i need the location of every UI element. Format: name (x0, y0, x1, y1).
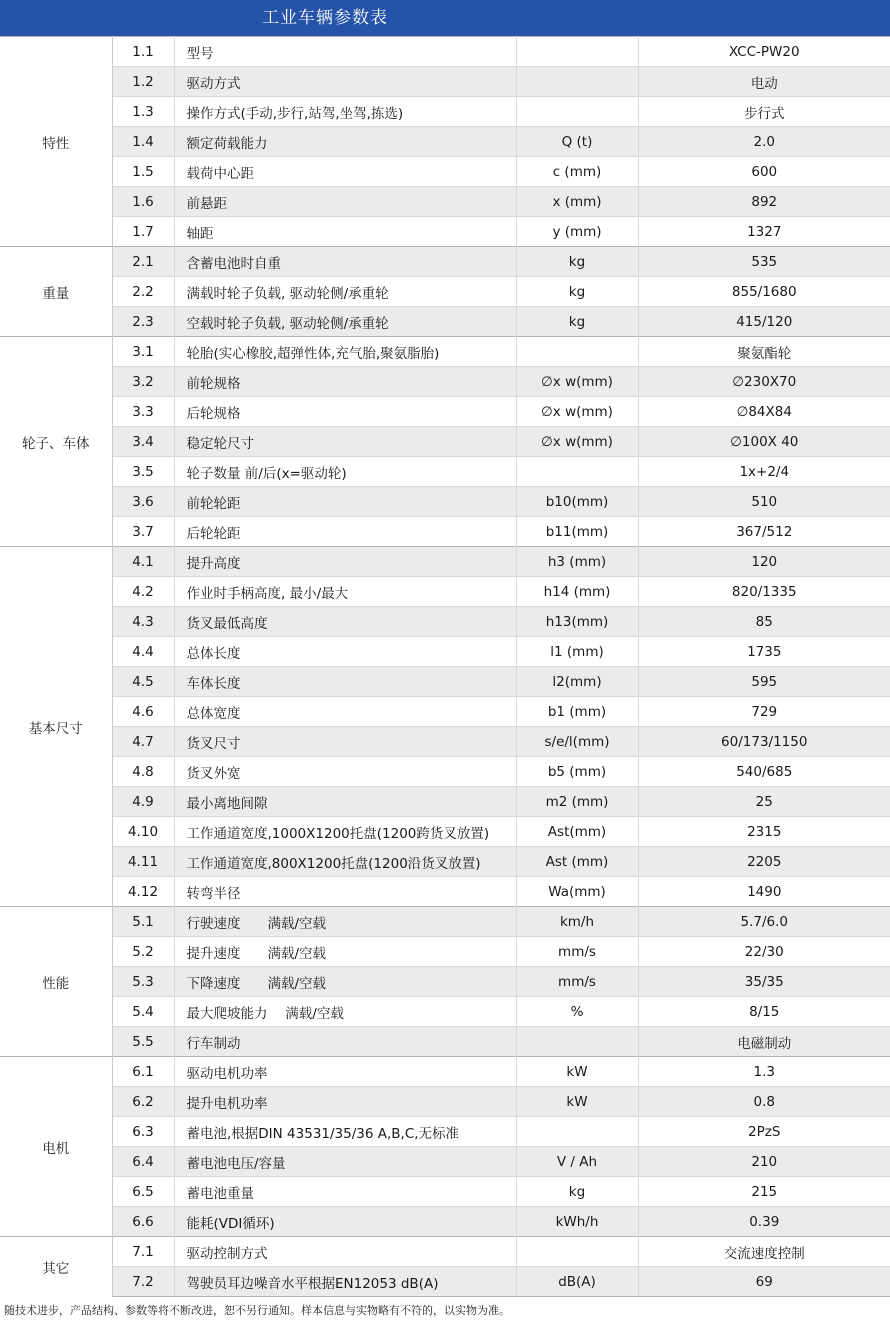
item-description: 额定荷载能力 (174, 127, 516, 157)
item-number: 6.4 (112, 1147, 174, 1177)
table-row (0, 1087, 890, 1117)
item-description: 轮胎(实心橡胶,超弹性体,充气胎,聚氨脂胎) (174, 337, 516, 367)
table-row (0, 817, 890, 847)
table-row (0, 97, 890, 127)
table-row (0, 757, 890, 787)
item-unit: kW (516, 1087, 638, 1117)
item-value: 电磁制动 (638, 1027, 890, 1057)
item-number: 5.2 (112, 937, 174, 967)
item-unit: % (516, 997, 638, 1027)
item-number: 1.7 (112, 217, 174, 247)
table-row (0, 307, 890, 337)
table-row (0, 1207, 890, 1237)
item-unit: l1 (mm) (516, 637, 638, 667)
table-row (0, 787, 890, 817)
item-description: 最小离地间隙 (174, 787, 516, 817)
item-value: 1490 (638, 877, 890, 907)
item-description: 轮子数量 前/后(x=驱动轮) (174, 457, 516, 487)
group-label: 其它 (0, 1237, 112, 1297)
item-description: 提升高度 (174, 547, 516, 577)
item-unit (516, 337, 638, 367)
item-unit: ∅x w(mm) (516, 367, 638, 397)
item-description: 转弯半径 (174, 877, 516, 907)
table-row (0, 1027, 890, 1057)
table-row (0, 997, 890, 1027)
item-unit: h13(mm) (516, 607, 638, 637)
item-value: 855/1680 (638, 277, 890, 307)
item-unit (516, 97, 638, 127)
item-number: 3.6 (112, 487, 174, 517)
item-number: 6.1 (112, 1057, 174, 1087)
item-description: 满载时轮子负载, 驱动轮侧/承重轮 (174, 277, 516, 307)
item-description: 行车制动 (174, 1027, 516, 1057)
item-value: 聚氨酯轮 (638, 337, 890, 367)
item-description: 工作通道宽度,1000X1200托盘(1200跨货叉放置) (174, 817, 516, 847)
item-unit: s/e/l(mm) (516, 727, 638, 757)
item-unit: km/h (516, 907, 638, 937)
item-number: 4.4 (112, 637, 174, 667)
table-row (0, 157, 890, 187)
item-description: 总体宽度 (174, 697, 516, 727)
item-value: 35/35 (638, 967, 890, 997)
item-value: 2205 (638, 847, 890, 877)
item-value: 510 (638, 487, 890, 517)
item-unit: Q (t) (516, 127, 638, 157)
item-number: 4.3 (112, 607, 174, 637)
item-unit: x (mm) (516, 187, 638, 217)
item-unit (516, 1117, 638, 1147)
table-row (0, 607, 890, 637)
item-description: 下降速度 满载/空载 (174, 967, 516, 997)
item-unit: Ast (mm) (516, 847, 638, 877)
item-number: 4.5 (112, 667, 174, 697)
item-number: 1.2 (112, 67, 174, 97)
item-unit: mm/s (516, 937, 638, 967)
item-number: 3.3 (112, 397, 174, 427)
item-value: 535 (638, 247, 890, 277)
item-number: 2.1 (112, 247, 174, 277)
item-value: 215 (638, 1177, 890, 1207)
item-number: 4.10 (112, 817, 174, 847)
item-value: 2PzS (638, 1117, 890, 1147)
item-description: 前轮轮距 (174, 487, 516, 517)
table-row (0, 667, 890, 697)
table-row (0, 367, 890, 397)
item-number: 2.2 (112, 277, 174, 307)
table-row (0, 37, 890, 67)
item-description: 货叉外宽 (174, 757, 516, 787)
item-value: 367/512 (638, 517, 890, 547)
spec-table-body (0, 37, 890, 1297)
table-row (0, 397, 890, 427)
item-description: 货叉最低高度 (174, 607, 516, 637)
item-unit (516, 1027, 638, 1057)
item-description: 车体长度 (174, 667, 516, 697)
item-value: 2315 (638, 817, 890, 847)
item-unit (516, 67, 638, 97)
item-number: 5.1 (112, 907, 174, 937)
table-row (0, 877, 890, 907)
table-row (0, 577, 890, 607)
item-number: 4.6 (112, 697, 174, 727)
item-unit (516, 37, 638, 67)
item-value: 600 (638, 157, 890, 187)
item-value: 85 (638, 607, 890, 637)
item-value: XCC-PW20 (638, 37, 890, 67)
item-unit: kW (516, 1057, 638, 1087)
item-unit: l2(mm) (516, 667, 638, 697)
item-number: 1.6 (112, 187, 174, 217)
item-number: 3.2 (112, 367, 174, 397)
item-description: 后轮轮距 (174, 517, 516, 547)
item-description: 后轮规格 (174, 397, 516, 427)
item-unit: kWh/h (516, 1207, 638, 1237)
table-row (0, 427, 890, 457)
item-number: 1.4 (112, 127, 174, 157)
item-value: 729 (638, 697, 890, 727)
item-number: 6.6 (112, 1207, 174, 1237)
item-unit: b5 (mm) (516, 757, 638, 787)
table-row (0, 127, 890, 157)
table-row (0, 847, 890, 877)
item-description: 操作方式(手动,步行,站驾,坐驾,拣选) (174, 97, 516, 127)
item-description: 稳定轮尺寸 (174, 427, 516, 457)
item-description: 驾驶员耳边噪音水平根据EN12053 dB(A) (174, 1267, 516, 1297)
group-label: 电机 (0, 1057, 112, 1237)
item-value: 1.3 (638, 1057, 890, 1087)
table-row (0, 277, 890, 307)
table-row (0, 187, 890, 217)
item-number: 3.4 (112, 427, 174, 457)
group-label: 性能 (0, 907, 112, 1057)
table-row (0, 457, 890, 487)
item-unit (516, 1237, 638, 1267)
item-description: 蓄电池,根据DIN 43531/35/36 A,B,C,无标准 (174, 1117, 516, 1147)
item-description: 行驶速度 满载/空载 (174, 907, 516, 937)
item-value: ∅100X 40 (638, 427, 890, 457)
table-row (0, 67, 890, 97)
item-value: 1x+2/4 (638, 457, 890, 487)
item-value: 60/173/1150 (638, 727, 890, 757)
item-value: 1735 (638, 637, 890, 667)
title-bar (0, 0, 890, 36)
item-unit: b1 (mm) (516, 697, 638, 727)
item-number: 4.9 (112, 787, 174, 817)
item-unit: kg (516, 247, 638, 277)
item-unit: V / Ah (516, 1147, 638, 1177)
item-number: 1.5 (112, 157, 174, 187)
table-row (0, 547, 890, 577)
item-number: 1.3 (112, 97, 174, 127)
item-number: 4.7 (112, 727, 174, 757)
group-label: 重量 (0, 247, 112, 337)
item-description: 作业时手柄高度, 最小/最大 (174, 577, 516, 607)
table-row (0, 727, 890, 757)
item-description: 工作通道宽度,800X1200托盘(1200沿货叉放置) (174, 847, 516, 877)
item-number: 2.3 (112, 307, 174, 337)
item-value: 120 (638, 547, 890, 577)
item-unit: h3 (mm) (516, 547, 638, 577)
item-unit: kg (516, 277, 638, 307)
item-description: 驱动方式 (174, 67, 516, 97)
item-description: 载荷中心距 (174, 157, 516, 187)
item-value: 820/1335 (638, 577, 890, 607)
item-value: ∅230X70 (638, 367, 890, 397)
table-row (0, 697, 890, 727)
item-description: 总体长度 (174, 637, 516, 667)
item-number: 7.1 (112, 1237, 174, 1267)
item-number: 4.8 (112, 757, 174, 787)
item-value: 22/30 (638, 937, 890, 967)
item-description: 空载时轮子负载, 驱动轮侧/承重轮 (174, 307, 516, 337)
table-row (0, 247, 890, 277)
table-row (0, 1147, 890, 1177)
group-label: 轮子、车体 (0, 337, 112, 547)
item-unit: y (mm) (516, 217, 638, 247)
item-description: 驱动控制方式 (174, 1237, 516, 1267)
item-value: 415/120 (638, 307, 890, 337)
item-number: 6.3 (112, 1117, 174, 1147)
table-row (0, 1237, 890, 1267)
item-number: 3.7 (112, 517, 174, 547)
item-value: 8/15 (638, 997, 890, 1027)
table-row (0, 487, 890, 517)
item-description: 驱动电机功率 (174, 1057, 516, 1087)
item-number: 3.5 (112, 457, 174, 487)
item-description: 含蓄电池时自重 (174, 247, 516, 277)
item-description: 轴距 (174, 217, 516, 247)
table-row (0, 1177, 890, 1207)
item-description: 前轮规格 (174, 367, 516, 397)
item-unit: Wa(mm) (516, 877, 638, 907)
item-unit: c (mm) (516, 157, 638, 187)
item-value: 0.8 (638, 1087, 890, 1117)
item-number: 4.12 (112, 877, 174, 907)
group-label: 特性 (0, 37, 112, 247)
table-row (0, 337, 890, 367)
table-row (0, 217, 890, 247)
item-number: 3.1 (112, 337, 174, 367)
item-value: 交流速度控制 (638, 1237, 890, 1267)
item-description: 蓄电池重量 (174, 1177, 516, 1207)
item-number: 4.11 (112, 847, 174, 877)
item-value: 25 (638, 787, 890, 817)
table-row (0, 1267, 890, 1297)
item-description: 能耗(VDI循环) (174, 1207, 516, 1237)
spec-table (0, 36, 890, 1297)
table-row (0, 637, 890, 667)
item-unit (516, 457, 638, 487)
item-value: 595 (638, 667, 890, 697)
item-value: 步行式 (638, 97, 890, 127)
table-row (0, 907, 890, 937)
item-value: ∅84X84 (638, 397, 890, 427)
item-number: 5.3 (112, 967, 174, 997)
item-unit: Ast(mm) (516, 817, 638, 847)
item-number: 6.5 (112, 1177, 174, 1207)
item-number: 1.1 (112, 37, 174, 67)
item-unit: m2 (mm) (516, 787, 638, 817)
item-number: 5.4 (112, 997, 174, 1027)
item-unit: ∅x w(mm) (516, 397, 638, 427)
item-description: 提升电机功率 (174, 1087, 516, 1117)
table-row (0, 1057, 890, 1087)
item-unit: dB(A) (516, 1267, 638, 1297)
item-description: 型号 (174, 37, 516, 67)
item-unit: kg (516, 307, 638, 337)
item-unit: mm/s (516, 967, 638, 997)
item-number: 4.2 (112, 577, 174, 607)
item-value: 1327 (638, 217, 890, 247)
table-row (0, 517, 890, 547)
item-value: 540/685 (638, 757, 890, 787)
item-description: 货叉尺寸 (174, 727, 516, 757)
page-title: 工业车辆参数表 (262, 8, 388, 28)
item-number: 4.1 (112, 547, 174, 577)
item-value: 210 (638, 1147, 890, 1177)
item-number: 6.2 (112, 1087, 174, 1117)
item-number: 5.5 (112, 1027, 174, 1057)
table-row (0, 1117, 890, 1147)
item-value: 69 (638, 1267, 890, 1297)
item-number: 7.2 (112, 1267, 174, 1297)
item-unit: kg (516, 1177, 638, 1207)
item-unit: b11(mm) (516, 517, 638, 547)
item-value: 0.39 (638, 1207, 890, 1237)
item-description: 最大爬坡能力 满载/空载 (174, 997, 516, 1027)
item-description: 提升速度 满载/空载 (174, 937, 516, 967)
table-row (0, 937, 890, 967)
footnote: 随技术进步，产品结构、参数等将不断改进，恕不另行通知。样本信息与实物略有不符的，以实物为准。 (4, 1304, 510, 1317)
item-description: 前悬距 (174, 187, 516, 217)
item-value: 892 (638, 187, 890, 217)
item-unit: b10(mm) (516, 487, 638, 517)
group-label: 基本尺寸 (0, 547, 112, 907)
item-unit: ∅x w(mm) (516, 427, 638, 457)
item-value: 5.7/6.0 (638, 907, 890, 937)
item-unit: h14 (mm) (516, 577, 638, 607)
item-value: 电动 (638, 67, 890, 97)
item-value: 2.0 (638, 127, 890, 157)
item-description: 蓄电池电压/容量 (174, 1147, 516, 1177)
table-row (0, 967, 890, 997)
